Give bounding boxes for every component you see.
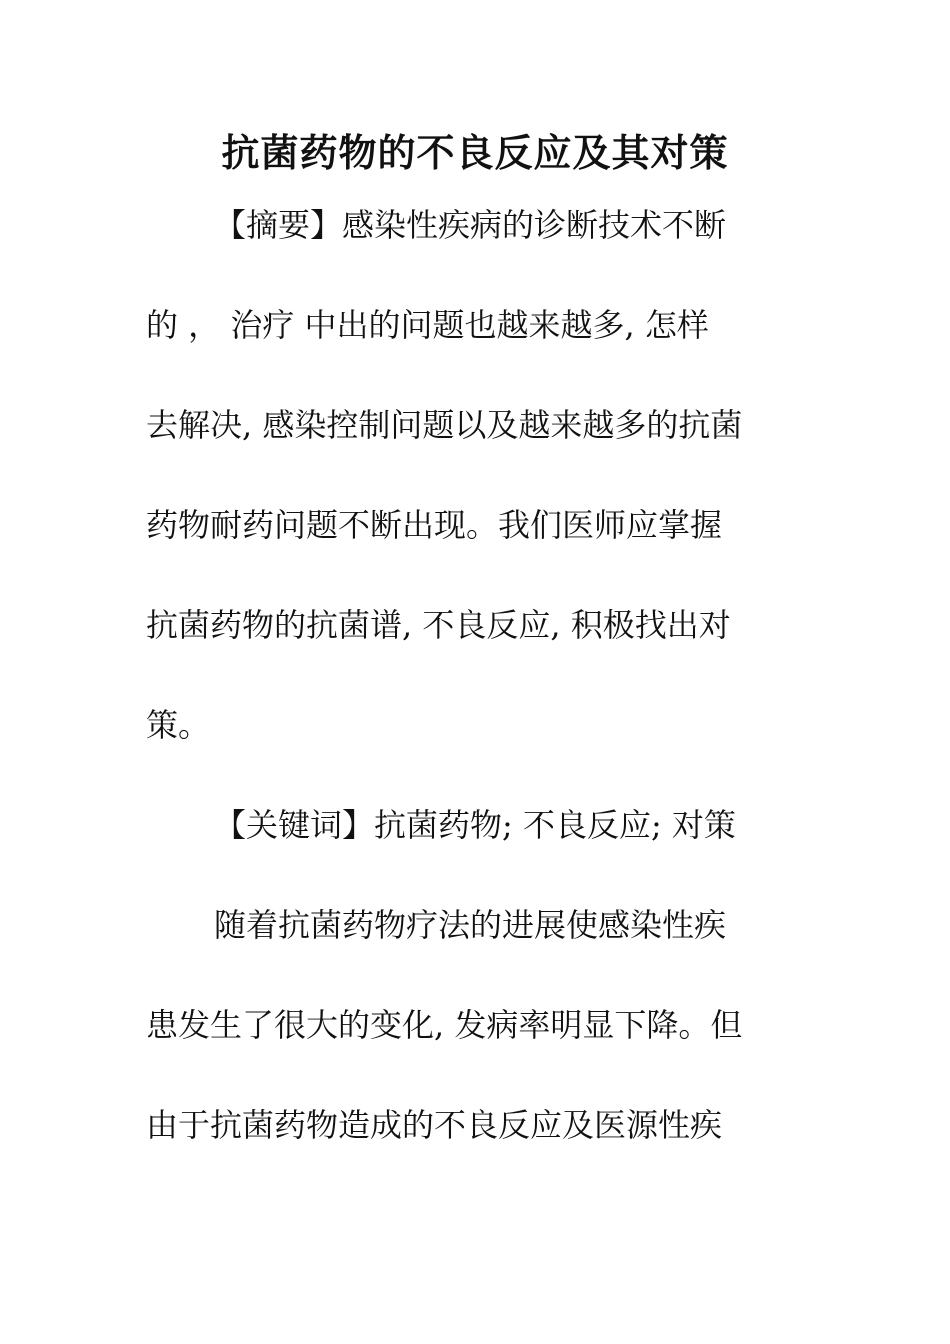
abstract-line: 药物耐药问题不断出现。我们医师应掌握: [146, 506, 723, 544]
abstract-line: 策。: [146, 706, 211, 744]
abstract-line: 去解决, 感染控制问题以及越来越多的抗菌: [146, 406, 743, 444]
abstract-line: 【摘要】感染性疾病的诊断技术不断: [214, 206, 727, 244]
document-title: 抗菌药物的不良反应及其对策: [221, 130, 729, 175]
body-line: 患发生了很大的变化, 发病率明显下降。但: [146, 1006, 743, 1044]
body-line: 由于抗菌药物造成的不良反应及医源性疾: [146, 1106, 723, 1144]
keywords-line: 【关键词】抗菌药物; 不良反应; 对策: [214, 806, 736, 844]
body-line: 随着抗菌药物疗法的进展使感染性疾: [214, 906, 727, 944]
abstract-line: 的 ， 治疗 中出的问题也越来越多, 怎样: [146, 306, 709, 344]
abstract-line: 抗菌药物的抗菌谱, 不良反应, 积极找出对: [146, 606, 731, 644]
